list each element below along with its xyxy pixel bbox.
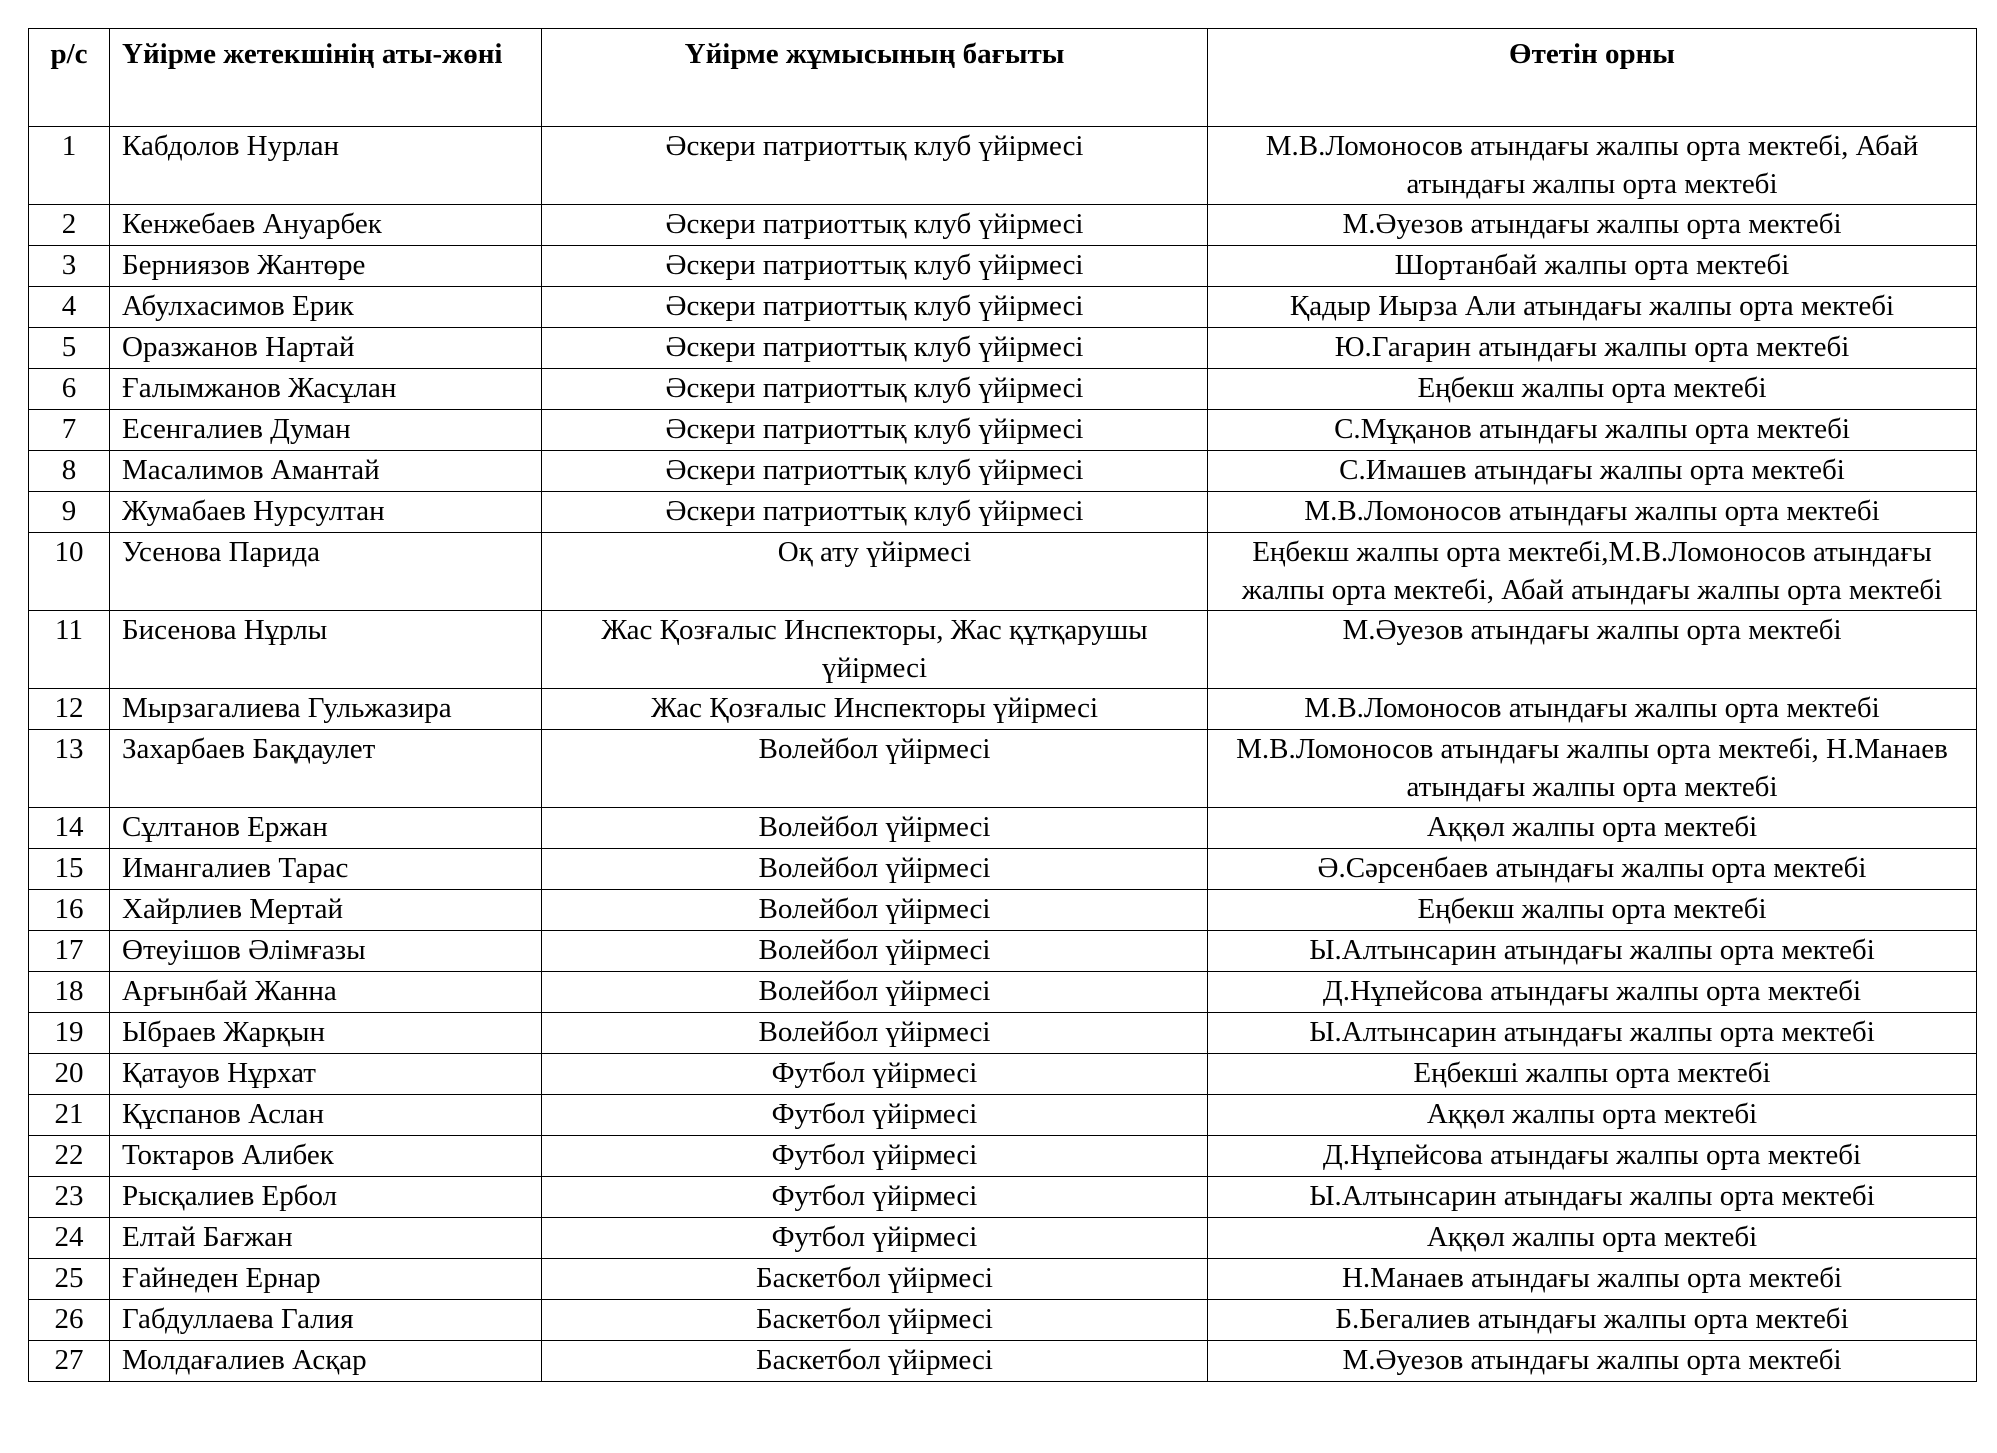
leader-name: Ғалымжанов Жасұлан <box>110 369 542 410</box>
table-row <box>29 890 1977 931</box>
club-direction: Оқ ату үйірмесі <box>542 533 1208 611</box>
row-number: 18 <box>29 972 110 1013</box>
club-location: Еңбекш жалпы орта мектебі <box>1208 890 1977 931</box>
leader-name: Ғайнеден Ернар <box>110 1259 542 1300</box>
table-row <box>29 328 1977 369</box>
row-number: 2 <box>29 205 110 246</box>
leader-name: Мырзагалиева Гульжазира <box>110 689 542 730</box>
leader-name: Масалимов Амантай <box>110 451 542 492</box>
club-direction: Әскери патриоттық клуб үйірмесі <box>542 246 1208 287</box>
club-location: Ы.Алтынсарин атындағы жалпы орта мектебі <box>1208 931 1977 972</box>
table-body <box>29 127 1977 1382</box>
club-location: Ю.Гагарин атындағы жалпы орта мектебі <box>1208 328 1977 369</box>
table-row <box>29 205 1977 246</box>
row-number: 3 <box>29 246 110 287</box>
leader-name: Рысқалиев Ербол <box>110 1177 542 1218</box>
club-location: Д.Нұпейсова атындағы жалпы орта мектебі <box>1208 1136 1977 1177</box>
club-direction: Футбол үйірмесі <box>542 1136 1208 1177</box>
table-row <box>29 849 1977 890</box>
table-row <box>29 972 1977 1013</box>
leader-name: Елтай Бағжан <box>110 1218 542 1259</box>
club-location: Ә.Сәрсенбаев атындағы жалпы орта мектебі <box>1208 849 1977 890</box>
club-location: М.В.Ломоносов атындағы жалпы орта мектебі <box>1208 492 1977 533</box>
leader-name: Құспанов Аслан <box>110 1095 542 1136</box>
table-row <box>29 410 1977 451</box>
club-direction: Волейбол үйірмесі <box>542 931 1208 972</box>
table-row <box>29 369 1977 410</box>
club-location: Шортанбай жалпы орта мектебі <box>1208 246 1977 287</box>
leader-name: Имангалиев Тарас <box>110 849 542 890</box>
club-direction: Волейбол үйірмесі <box>542 972 1208 1013</box>
club-location: Д.Нұпейсова атындағы жалпы орта мектебі <box>1208 972 1977 1013</box>
row-number: 11 <box>29 611 110 689</box>
row-number: 1 <box>29 127 110 205</box>
row-number: 16 <box>29 890 110 931</box>
club-direction: Әскери патриоттық клуб үйірмесі <box>542 369 1208 410</box>
leader-name: Қатауов Нұрхат <box>110 1054 542 1095</box>
leader-name: Жумабаев Нурсултан <box>110 492 542 533</box>
table-row <box>29 1218 1977 1259</box>
header-number: р/с <box>29 29 110 127</box>
table-row <box>29 1300 1977 1341</box>
table-row <box>29 1013 1977 1054</box>
club-location: Н.Манаев атындағы жалпы орта мектебі <box>1208 1259 1977 1300</box>
leader-name: Габдуллаева Галия <box>110 1300 542 1341</box>
leader-name: Молдағалиев Асқар <box>110 1341 542 1382</box>
table-row <box>29 533 1977 611</box>
row-number: 15 <box>29 849 110 890</box>
leader-name: Абулхасимов Ерик <box>110 287 542 328</box>
table-row <box>29 1136 1977 1177</box>
row-number: 17 <box>29 931 110 972</box>
club-location: Қадыр Иырза Али атындағы жалпы орта мектебі <box>1208 287 1977 328</box>
club-direction: Футбол үйірмесі <box>542 1095 1208 1136</box>
row-number: 5 <box>29 328 110 369</box>
row-number: 4 <box>29 287 110 328</box>
table-row <box>29 808 1977 849</box>
leader-name: Бисенова Нұрлы <box>110 611 542 689</box>
leader-name: Токтаров Алибек <box>110 1136 542 1177</box>
club-direction: Футбол үйірмесі <box>542 1218 1208 1259</box>
row-number: 22 <box>29 1136 110 1177</box>
table-row <box>29 1259 1977 1300</box>
club-direction: Әскери патриоттық клуб үйірмесі <box>542 287 1208 328</box>
club-direction: Әскери патриоттық клуб үйірмесі <box>542 451 1208 492</box>
club-location: Аққөл жалпы орта мектебі <box>1208 1095 1977 1136</box>
row-number: 25 <box>29 1259 110 1300</box>
table-row <box>29 287 1977 328</box>
table-row <box>29 127 1977 205</box>
row-number: 14 <box>29 808 110 849</box>
club-direction: Волейбол үйірмесі <box>542 890 1208 931</box>
header-leader-name: Үйірме жетекшінің аты-жөні <box>110 29 542 127</box>
club-direction: Баскетбол үйірмесі <box>542 1259 1208 1300</box>
row-number: 21 <box>29 1095 110 1136</box>
club-leaders-table <box>28 28 1977 1382</box>
row-number: 10 <box>29 533 110 611</box>
club-direction: Жас Қозғалыс Инспекторы, Жас құтқарушы үйірмесі <box>542 611 1208 689</box>
table-row <box>29 611 1977 689</box>
club-direction: Жас Қозғалыс Инспекторы үйірмесі <box>542 689 1208 730</box>
table-row <box>29 492 1977 533</box>
club-location: М.В.Ломоносов атындағы жалпы орта мектебі <box>1208 689 1977 730</box>
row-number: 20 <box>29 1054 110 1095</box>
table-row <box>29 1054 1977 1095</box>
row-number: 24 <box>29 1218 110 1259</box>
club-location: С.Имашев атындағы жалпы орта мектебі <box>1208 451 1977 492</box>
club-location: М.Әуезов атындағы жалпы орта мектебі <box>1208 1341 1977 1382</box>
leader-name: Есенгалиев Думан <box>110 410 542 451</box>
club-location: Ы.Алтынсарин атындағы жалпы орта мектебі <box>1208 1177 1977 1218</box>
club-direction: Әскери патриоттық клуб үйірмесі <box>542 205 1208 246</box>
club-location: Еңбекш жалпы орта мектебі,М.В.Ломоносов атындағы жалпы орта мектебі, Абай атындағы жалпы орта мектебі <box>1208 533 1977 611</box>
row-number: 13 <box>29 730 110 808</box>
club-direction: Волейбол үйірмесі <box>542 730 1208 808</box>
row-number: 7 <box>29 410 110 451</box>
row-number: 27 <box>29 1341 110 1382</box>
table-row <box>29 689 1977 730</box>
leader-name: Берниязов Жантөре <box>110 246 542 287</box>
club-direction: Әскери патриоттық клуб үйірмесі <box>542 492 1208 533</box>
club-direction: Футбол үйірмесі <box>542 1177 1208 1218</box>
club-location: Ы.Алтынсарин атындағы жалпы орта мектебі <box>1208 1013 1977 1054</box>
table-row <box>29 931 1977 972</box>
table-row <box>29 1341 1977 1382</box>
row-number: 12 <box>29 689 110 730</box>
club-direction: Волейбол үйірмесі <box>542 1013 1208 1054</box>
club-location: М.В.Ломоносов атындағы жалпы орта мектебі, Н.Манаев атындағы жалпы орта мектебі <box>1208 730 1977 808</box>
leader-name: Захарбаев Бақдаулет <box>110 730 542 808</box>
header-club-direction: Үйірме жұмысының бағыты <box>542 29 1208 127</box>
club-location: Еңбекші жалпы орта мектебі <box>1208 1054 1977 1095</box>
leader-name: Хайрлиев Мертай <box>110 890 542 931</box>
row-number: 19 <box>29 1013 110 1054</box>
table-row <box>29 730 1977 808</box>
club-direction: Волейбол үйірмесі <box>542 808 1208 849</box>
table-row <box>29 246 1977 287</box>
club-location: Аққөл жалпы орта мектебі <box>1208 808 1977 849</box>
document-page <box>28 28 1976 1382</box>
club-direction: Баскетбол үйірмесі <box>542 1341 1208 1382</box>
club-direction: Баскетбол үйірмесі <box>542 1300 1208 1341</box>
row-number: 23 <box>29 1177 110 1218</box>
leader-name: Кенжебаев Ануарбек <box>110 205 542 246</box>
club-direction: Әскери патриоттық клуб үйірмесі <box>542 127 1208 205</box>
club-location: Еңбекш жалпы орта мектебі <box>1208 369 1977 410</box>
club-direction: Әскери патриоттық клуб үйірмесі <box>542 410 1208 451</box>
club-direction: Волейбол үйірмесі <box>542 849 1208 890</box>
table-row <box>29 1095 1977 1136</box>
club-location: М.Әуезов атындағы жалпы орта мектебі <box>1208 611 1977 689</box>
row-number: 8 <box>29 451 110 492</box>
leader-name: Сұлтанов Ержан <box>110 808 542 849</box>
leader-name: Усенова Парида <box>110 533 542 611</box>
leader-name: Оразжанов Нартай <box>110 328 542 369</box>
leader-name: Өтеуішов Әлімғазы <box>110 931 542 972</box>
table-row <box>29 1177 1977 1218</box>
leader-name: Кабдолов Нурлан <box>110 127 542 205</box>
club-direction: Әскери патриоттық клуб үйірмесі <box>542 328 1208 369</box>
club-location: Аққөл жалпы орта мектебі <box>1208 1218 1977 1259</box>
table-row <box>29 451 1977 492</box>
club-location: С.Мұқанов атындағы жалпы орта мектебі <box>1208 410 1977 451</box>
row-number: 26 <box>29 1300 110 1341</box>
table-header-row <box>29 29 1977 127</box>
leader-name: Арғынбай Жанна <box>110 972 542 1013</box>
club-direction: Футбол үйірмесі <box>542 1054 1208 1095</box>
club-location: М.Әуезов атындағы жалпы орта мектебі <box>1208 205 1977 246</box>
leader-name: Ыбраев Жарқын <box>110 1013 542 1054</box>
club-location: Б.Бегалиев атындағы жалпы орта мектебі <box>1208 1300 1977 1341</box>
row-number: 9 <box>29 492 110 533</box>
row-number: 6 <box>29 369 110 410</box>
header-location: Өтетін орны <box>1208 29 1977 127</box>
club-location: М.В.Ломоносов атындағы жалпы орта мектебі, Абай атындағы жалпы орта мектебі <box>1208 127 1977 205</box>
